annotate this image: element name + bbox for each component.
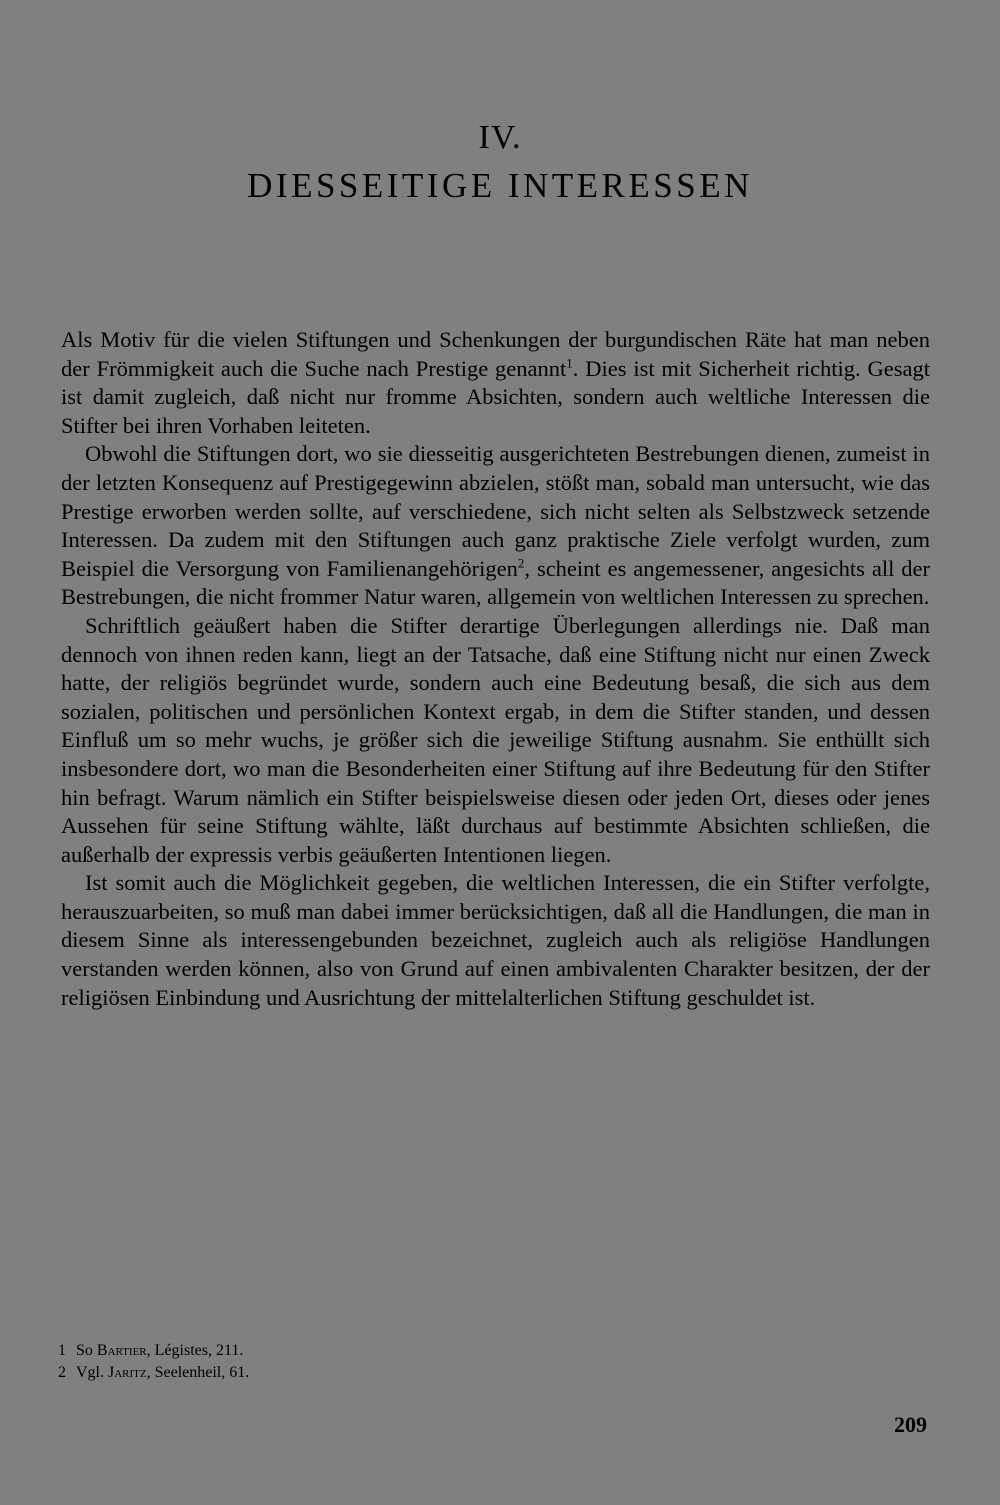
paragraph-text: Schriftlich geäußert haben die Stifter derartige Überlegungen allerdings nie. Daß man dennoch von ihnen reden kann, liegt an der Tatsache, daß eine Stiftung nicht nur einen Zweck hatte, der religiös begründet wurde, sondern auch eine Bedeutung besaß, die sich aus dem sozialen, politischen und persönlichen Kontext ergab, in dem die Stifter standen, und dessen Einfluß um so mehr wuchs, je größer sich die jeweilige Stiftung ausnahm. Sie enthüllt sich insbesondere dort, wo man die Besonderheiten einer Stiftung auf ihre Bedeutung für den Stifter hin befragt. Warum nämlich ein Stifter beispielsweise diesen oder jeden Ort, dieses oder jenes Aussehen für seine Stiftung wählte, läßt durchaus auf bestimmte Absichten schließen, die außerhalb der expressis verbis geäußerten Intentionen liegen. [61, 612, 930, 867]
paragraph [61, 326, 930, 440]
footnote-number: 2 [58, 1364, 66, 1381]
paragraph-text: Als Motiv für die vielen Stiftungen und Schenkungen der burgundischen Räte hat man neben der Frömmigkeit auch die Suche nach Prestige genannt [61, 327, 930, 381]
chapter-title: DIESSEITIGE INTERESSEN [247, 166, 753, 205]
paragraph [61, 612, 930, 869]
paragraph [61, 869, 930, 1012]
footnote-author: Bartier [96, 1342, 147, 1359]
paragraph-text: Obwohl die Stiftungen dort, wo sie diesseitig ausgerichteten Bestrebungen dienen, zumeist in der letzten Konsequenz auf Prestigegewinn abzielen, stößt man, sobald man untersucht, wie das Prestige erworben werden sollte, auf verschiedene, sich nicht selten als Selbstzweck setzende Interessen. Da zudem mit den Stiftungen auch ganz praktische Ziele verfolgt wurden, zum Beispiel die Versorgung von Familienangehörigen [61, 441, 930, 581]
footnote [58, 1340, 858, 1362]
footnote-author: Jaritz [108, 1364, 147, 1381]
footnote-number: 1 [58, 1342, 66, 1359]
body-text [61, 326, 930, 1012]
paragraph-text: . Dies ist mit Sicherheit richtig. Gesagt ist damit zugleich, daß nicht nur fromme Absichten, sondern auch weltliche Interessen die Stifter bei ihren Vorhaben leiteten. [61, 355, 931, 438]
footnote-marker: 2 [517, 555, 525, 571]
footnote-marker: 1 [566, 355, 573, 371]
paragraph-text: , scheint es angemessener, angesichts all der Bestrebungen, die nicht frommer Natur waren, allgemein von weltlichen Interessen zu sprechen. [61, 555, 930, 610]
page-number: 209 [894, 1412, 927, 1437]
footnote [58, 1362, 858, 1384]
chapter-number: IV. [478, 119, 522, 156]
footnotes [58, 1340, 858, 1384]
footnote-prefix: Vgl. [76, 1364, 108, 1381]
paragraph-text: Ist somit auch die Möglichkeit gegeben, die weltlichen Interessen, die ein Stifter verfolgte, herauszuarbeiten, so muß man dabei immer berücksichtigen, daß all die Handlungen, die man in diesem Sinne als interessengebunden bezeichnet, zugleich auch als religiöse Handlungen verstanden werden können, also von Grund auf einen ambivalenten Charakter besitzen, der der religiösen Einbindung und Ausrichtung der mittelalterlichen Stiftung geschuldet ist. [61, 870, 930, 1010]
paragraph [61, 440, 930, 612]
footnote-prefix: So [76, 1342, 97, 1359]
footnote-reference: , Seelenheil, 61. [146, 1364, 250, 1381]
footnote-reference: , Légistes, 211. [146, 1342, 244, 1359]
